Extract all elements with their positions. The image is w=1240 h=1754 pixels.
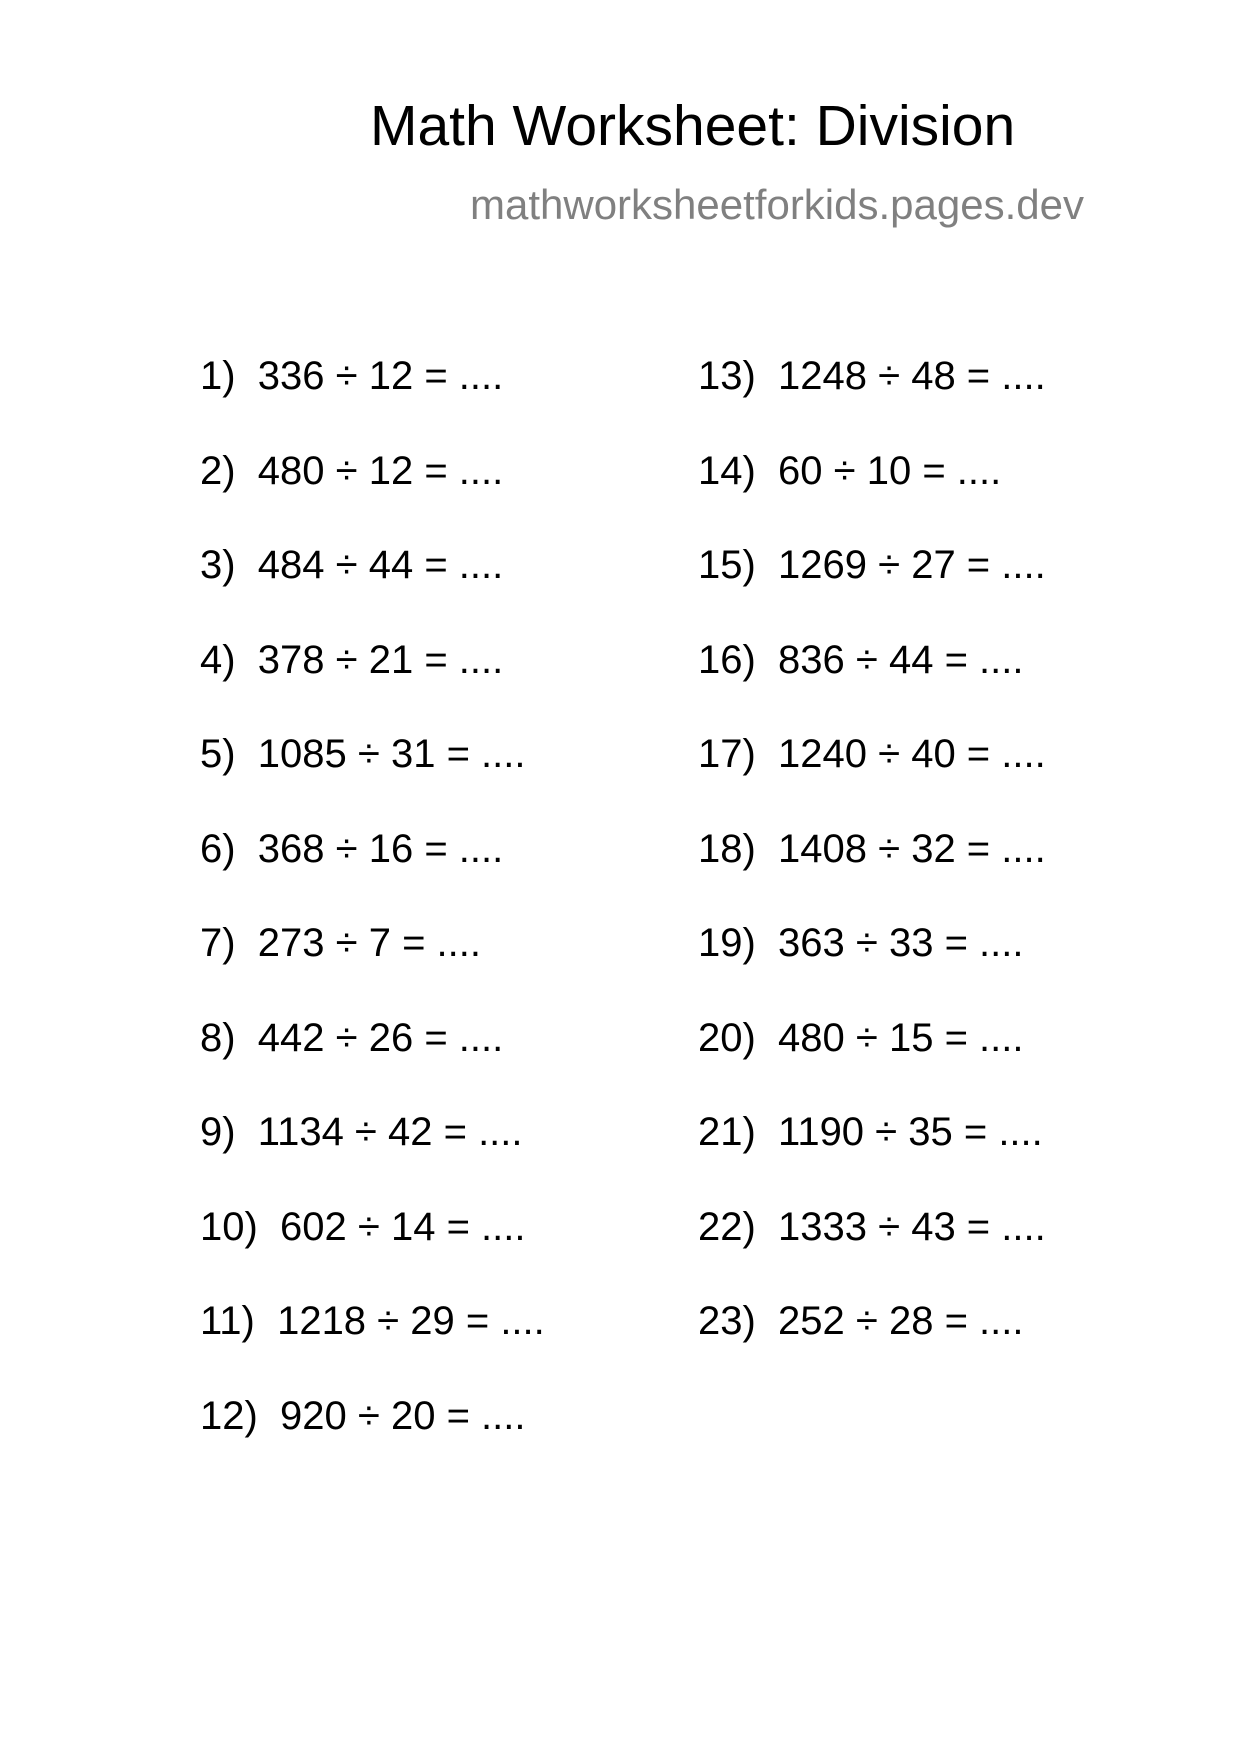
problem-item: 12) 920 ÷ 20 = .... bbox=[200, 1393, 526, 1438]
problem-item: 1) 336 ÷ 12 = .... bbox=[200, 354, 504, 398]
problem-item: 13) 1248 ÷ 48 = .... bbox=[698, 354, 1046, 398]
problem-item: 4) 378 ÷ 21 = .... bbox=[200, 637, 504, 682]
problem-item: 16) 836 ÷ 44 = .... bbox=[698, 637, 1024, 682]
problem-item: 11) 1218 ÷ 29 = .... bbox=[200, 1299, 545, 1343]
problem-item: 10) 602 ÷ 14 = .... bbox=[200, 1204, 526, 1249]
problem-item: 7) 273 ÷ 7 = .... bbox=[200, 921, 481, 965]
problem-item: 3) 484 ÷ 44 = .... bbox=[200, 543, 504, 587]
worksheet-title: Math Worksheet: Division bbox=[370, 94, 1016, 158]
problem-item: 9) 1134 ÷ 42 = .... bbox=[200, 1110, 523, 1154]
problem-item: 21) 1190 ÷ 35 = .... bbox=[698, 1110, 1043, 1154]
problem-item: 5) 1085 ÷ 31 = .... bbox=[200, 732, 526, 776]
problem-item: 15) 1269 ÷ 27 = .... bbox=[698, 543, 1046, 587]
problem-item: 19) 363 ÷ 33 = .... bbox=[698, 921, 1024, 965]
worksheet-source-url: mathworksheetforkids.pages.dev bbox=[470, 181, 1084, 228]
problem-item: 18) 1408 ÷ 32 = .... bbox=[698, 826, 1046, 871]
problem-item: 20) 480 ÷ 15 = .... bbox=[698, 1015, 1024, 1060]
problem-item: 14) 60 ÷ 10 = .... bbox=[698, 448, 1002, 493]
problem-item: 23) 252 ÷ 28 = .... bbox=[698, 1299, 1024, 1343]
problem-item: 6) 368 ÷ 16 = .... bbox=[200, 826, 504, 871]
problem-item: 17) 1240 ÷ 40 = .... bbox=[698, 732, 1046, 776]
problem-item: 22) 1333 ÷ 43 = .... bbox=[698, 1204, 1046, 1249]
problems-left-column bbox=[200, 350, 545, 1484]
problem-item: 2) 480 ÷ 12 = .... bbox=[200, 448, 504, 493]
problems-right-column bbox=[698, 350, 1046, 1390]
problem-item: 8) 442 ÷ 26 = .... bbox=[200, 1015, 504, 1060]
